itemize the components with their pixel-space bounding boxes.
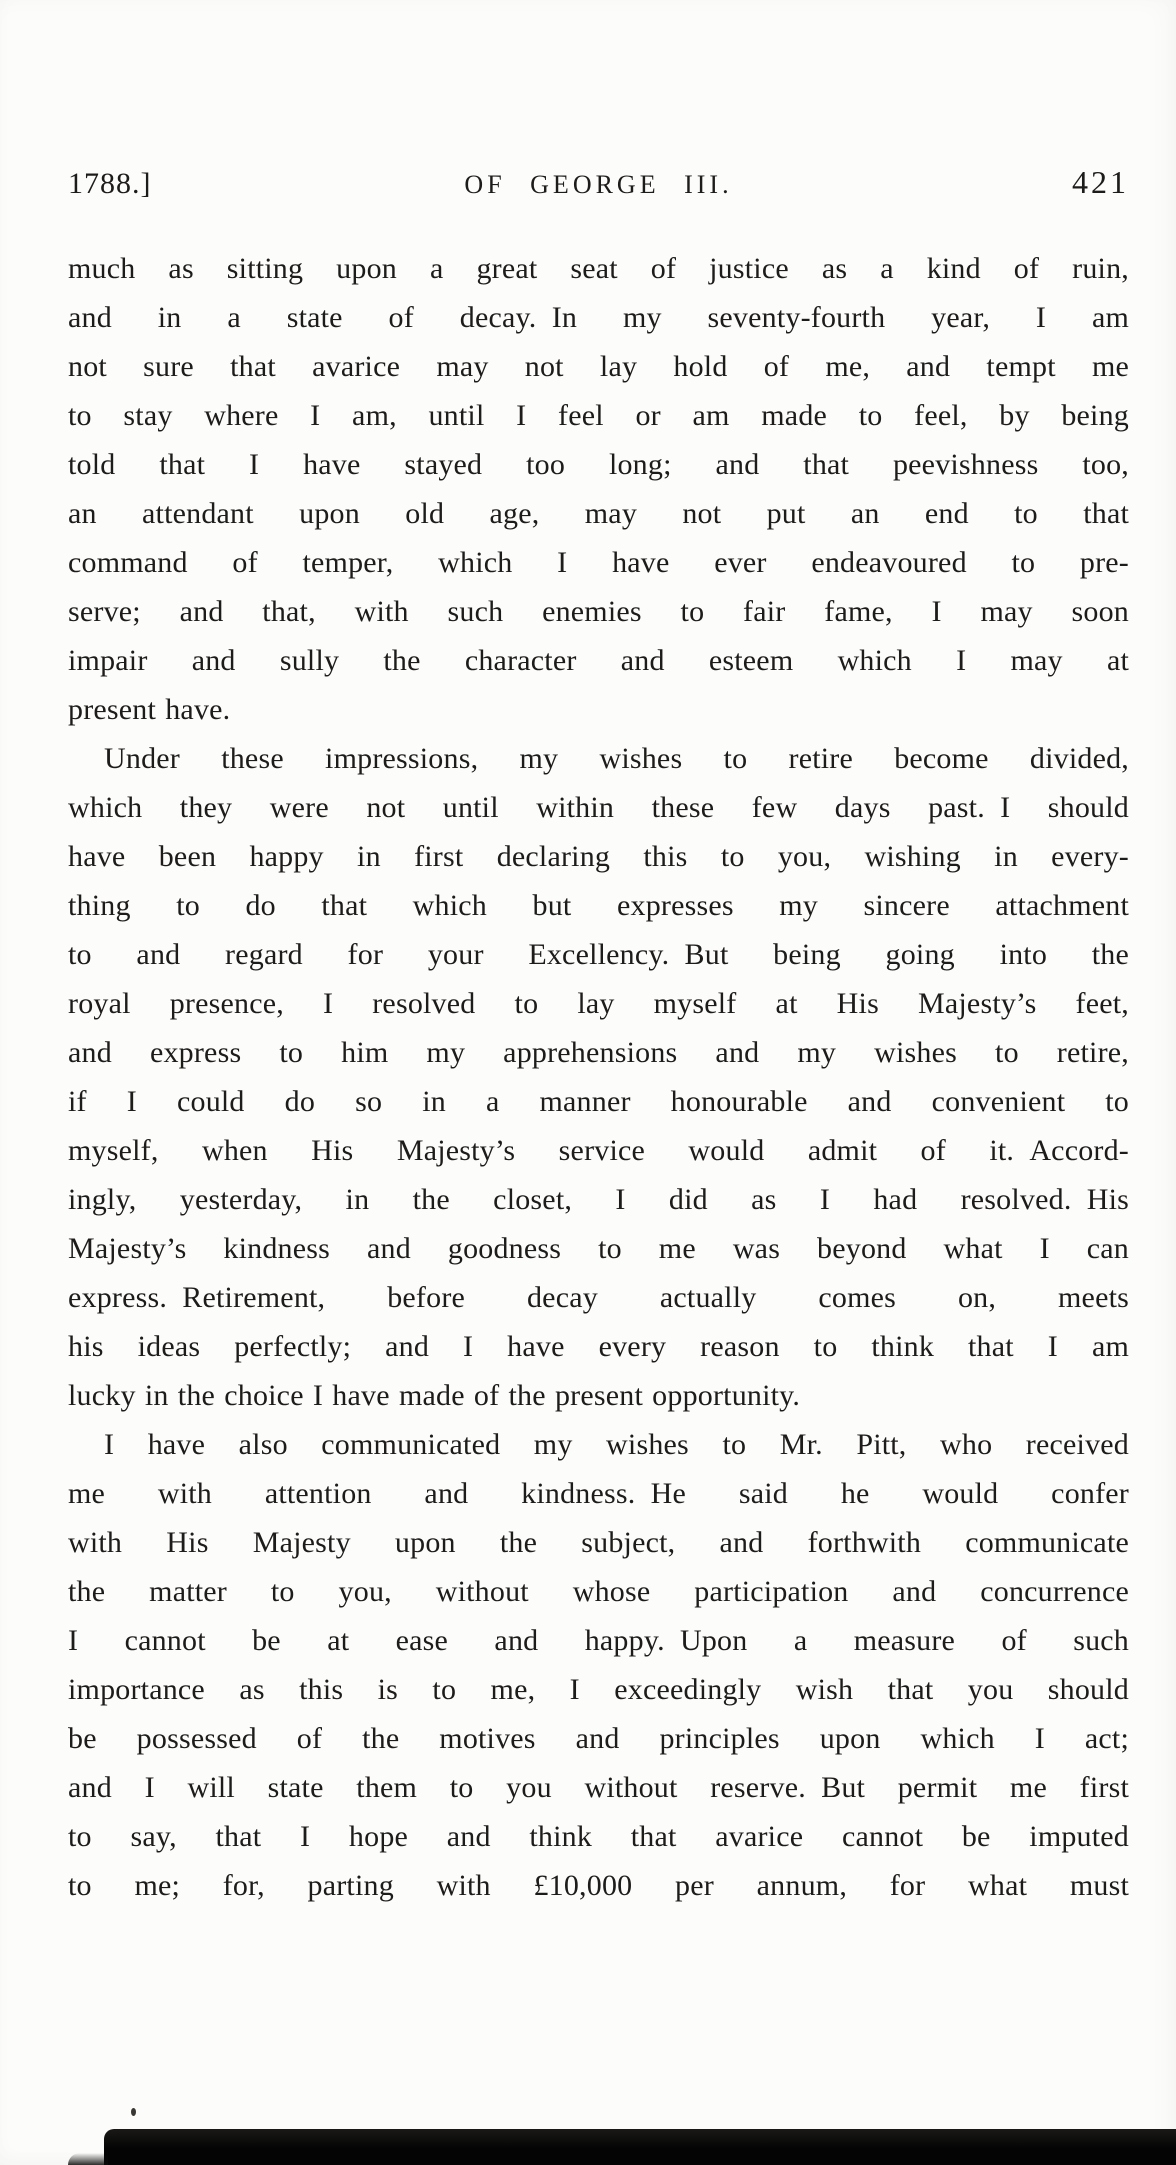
text-line: impair and sully the character and esteem which I may at — [68, 644, 1129, 677]
text-line: with His Majesty upon the subject, and forthwith communicate — [68, 1526, 1129, 1559]
page-body — [68, 244, 1129, 1910]
text-line: an attendant upon old age, may not put an end to that — [68, 497, 1129, 530]
header-year: 1788.] — [68, 167, 152, 200]
text-line: to stay where I am, until I feel or am made to feel, by being — [68, 399, 1129, 432]
text-line: to and regard for your Excellency. But being going into the — [68, 938, 1129, 971]
text-line: myself, when His Majesty’s service would admit of it. Accord- — [68, 1134, 1129, 1167]
text-line: and in a state of decay. In my seventy-fourth year, I am — [68, 301, 1129, 334]
text-line: not sure that avarice may not lay hold of me, and tempt me — [68, 350, 1129, 383]
text-line: if I could do so in a manner honourable and convenient to — [68, 1085, 1129, 1118]
text-line: command of temper, which I have ever endeavoured to pre- — [68, 546, 1129, 579]
text-line: thing to do that which but expresses my sincere attachment — [68, 889, 1129, 922]
text-line: present have. — [68, 693, 231, 726]
scan-edge-bar — [104, 2129, 1176, 2165]
header-running-title: OF GEORGE III. — [464, 170, 733, 199]
paragraph — [68, 1420, 1129, 1910]
text-line: his ideas perfectly; and I have every reason to think that I am — [68, 1330, 1129, 1363]
text-line: have been happy in first declaring this to you, wishing in every- — [68, 840, 1129, 873]
text-line: express. Retirement, before decay actually comes on, meets — [68, 1281, 1129, 1314]
text-line: Majesty’s kindness and goodness to me was beyond what I can — [68, 1232, 1129, 1265]
text-line: serve; and that, with such enemies to fair fame, I may soon — [68, 595, 1129, 628]
paragraph — [68, 244, 1129, 734]
text-line: much as sitting upon a great seat of justice as a kind of ruin, — [68, 252, 1129, 285]
text-line: I have also communicated my wishes to Mr. Pitt, who received — [104, 1428, 1129, 1461]
text-line: royal presence, I resolved to lay myself at His Majesty’s feet, — [68, 987, 1129, 1020]
text-line: me with attention and kindness. He said he would confer — [68, 1477, 1129, 1510]
ink-speck — [131, 2108, 136, 2116]
page-header — [68, 164, 1129, 201]
text-line: and I will state them to you without reserve. But permit me first — [68, 1771, 1129, 1804]
text-line: I cannot be at ease and happy. Upon a measure of such — [68, 1624, 1129, 1657]
text-line: ingly, yesterday, in the closet, I did as I had resolved. His — [68, 1183, 1129, 1216]
text-line: the matter to you, without whose participation and concurrence — [68, 1575, 1129, 1608]
text-line: importance as this is to me, I exceedingly wish that you should — [68, 1673, 1129, 1706]
text-line: which they were not until within these few days past. I should — [68, 791, 1129, 824]
text-line: told that I have stayed too long; and that peevishness too, — [68, 448, 1129, 481]
paragraph — [68, 734, 1129, 1420]
text-line: be possessed of the motives and principles upon which I act; — [68, 1722, 1129, 1755]
page-number: 421 — [1072, 164, 1129, 200]
text-line: to say, that I hope and think that avarice cannot be imputed — [68, 1820, 1129, 1853]
text-line: and express to him my apprehensions and my wishes to retire, — [68, 1036, 1129, 1069]
text-line: lucky in the choice I have made of the present opportunity. — [68, 1379, 801, 1412]
text-line: Under these impressions, my wishes to retire become divided, — [104, 742, 1129, 775]
text-line: to me; for, parting with £10,000 per annum, for what must — [68, 1869, 1129, 1902]
